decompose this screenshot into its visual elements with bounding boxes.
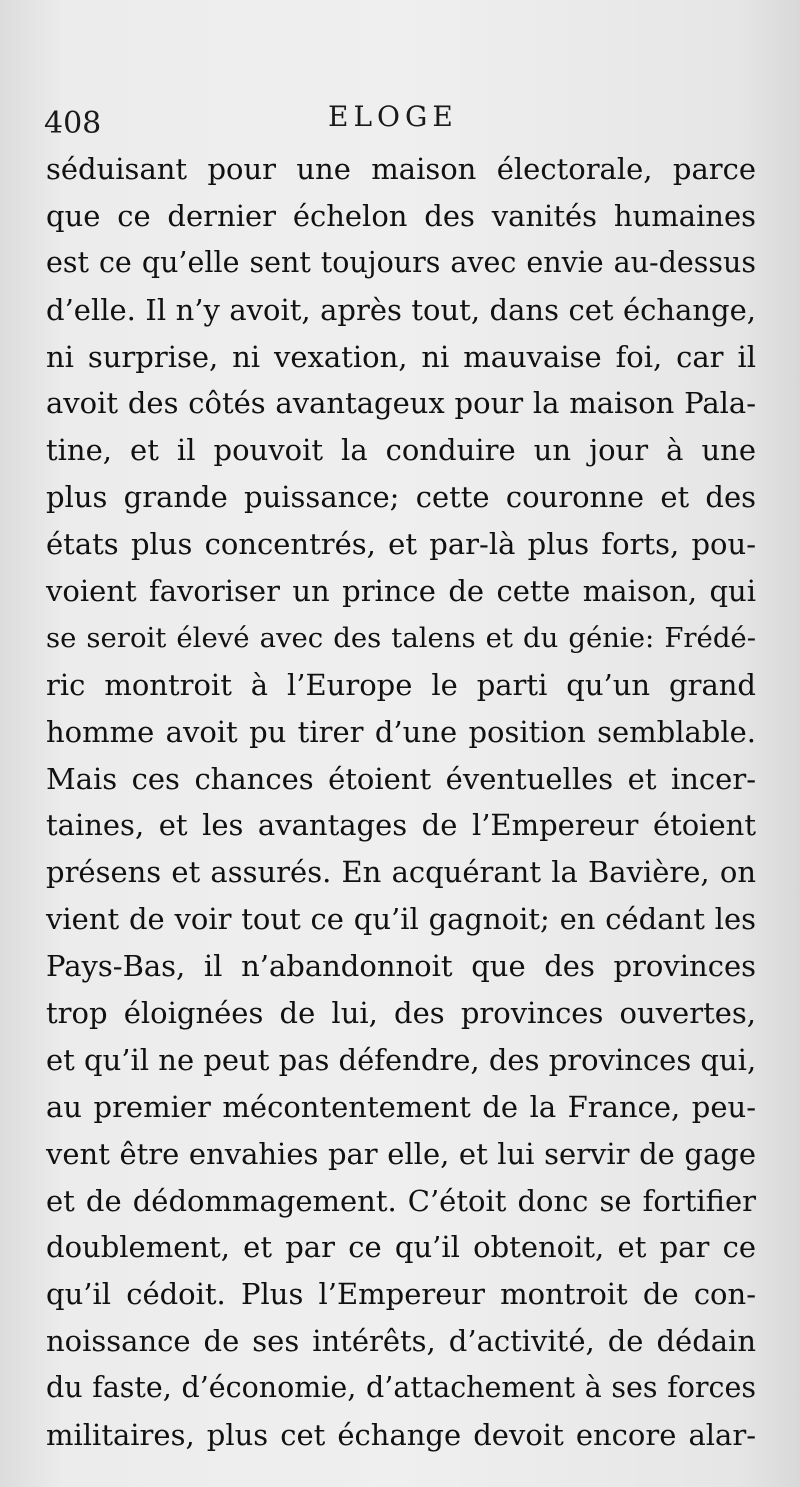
text-line: taines, et les avantages de l’Empereur étoient [46, 808, 756, 843]
text-line: et de dédommagement. C’étoit donc se fortifier [46, 1183, 756, 1218]
text-line: doublement, et par ce qu’il obtenoit, et par ce [46, 1230, 756, 1265]
text-line: tine, et il pouvoit la conduire un jour à une [46, 433, 756, 468]
text-line: Pays-Bas, il n’abandonnoit que des provinces [46, 949, 756, 984]
text-line: qu’il cédoit. Plus l’Empereur montroit de con- [46, 1277, 756, 1312]
text-line: homme avoit pu tirer d’une position semblable. [46, 714, 756, 749]
text-line: avoit des côtés avantageux pour la maison Pala- [46, 386, 756, 421]
text-line: se seroit élevé avec des talens et du génie: Frédé- [46, 621, 756, 654]
page-header [0, 96, 800, 140]
text-line: ric montroit à l’Europe le parti qu’un grand [46, 667, 756, 702]
text-line: états plus concentrés, et par-là plus forts, pou- [46, 527, 756, 562]
text-line: est ce qu’elle sent toujours avec envie au-dessus [46, 245, 756, 279]
text-line: que ce dernier échelon des vanités humaines [46, 198, 756, 233]
text-line: trop éloignées de lui, des provinces ouvertes, [46, 996, 756, 1031]
text-line: ni surprise, ni vexation, ni mauvaise foi, car il [46, 339, 756, 374]
text-line: voient favoriser un prince de cette maison, qui [46, 574, 756, 609]
text-line: vent être envahies par elle, et lui servir de gage [46, 1136, 756, 1171]
text-line: Mais ces chances étoient éventuelles et incer- [46, 761, 756, 796]
text-line: et qu’il ne peut pas défendre, des provinces qui, [46, 1042, 757, 1077]
text-line: d’elle. Il n’y avoit, après tout, dans cet échange, [46, 292, 756, 327]
text-line: du faste, d’économie, d’attachement à ses forces [46, 1371, 756, 1405]
text-line: présens et assurés. En acquérant la Bavière, on [46, 855, 756, 890]
text-line: militaires, plus cet échange devoit encore alar- [46, 1418, 756, 1453]
text-line: plus grande puissance; cette couronne et des [46, 480, 756, 515]
text-line: noissance de ses intérêts, d’activité, de dédain [46, 1324, 756, 1359]
text-line: au premier mécontentement de la France, peu- [46, 1089, 756, 1124]
body-text [46, 146, 756, 1459]
text-line: vient de voir tout ce qu’il gagnoit; en cédant les [46, 902, 756, 937]
page-number: 408 [44, 106, 102, 141]
text-line: séduisant pour une maison électorale, parce [46, 152, 756, 186]
running-title: ELOGE [328, 100, 458, 133]
